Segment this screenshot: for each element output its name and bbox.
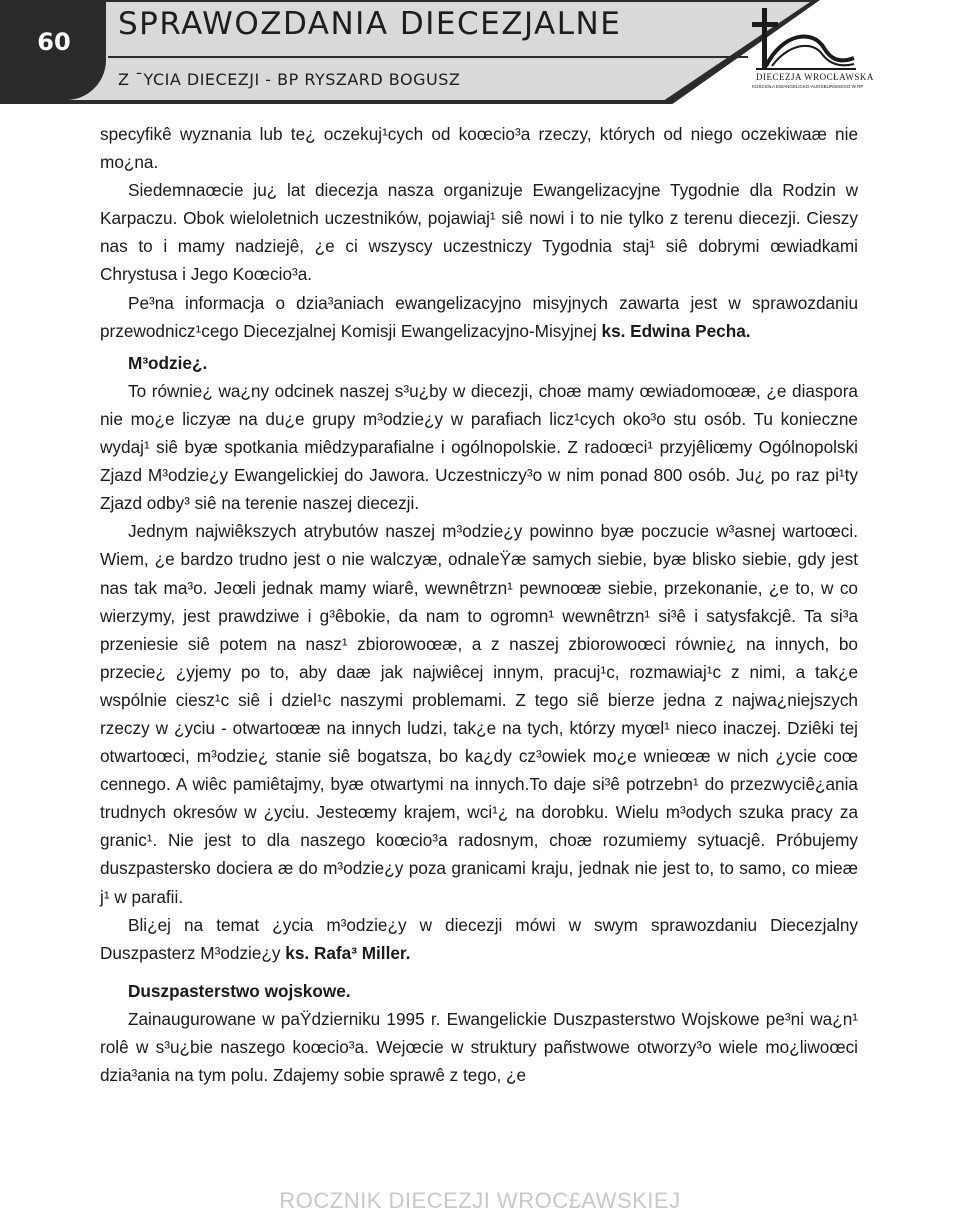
section-heading: Duszpasterstwo wojskowe. [128, 980, 351, 1001]
page-header [0, 0, 960, 104]
paragraph-text: Pe³na informacja o dzia³aniach ewangelizacyjno misyjnych zawarta jest w sprawozdaniu przewodnicz¹cego Diecezjalnej Komisji Ewangelizacyjno-Misyjnej [100, 292, 858, 341]
header-rule [108, 56, 748, 58]
article-body [100, 120, 858, 1089]
paragraph: To równie¿ wa¿ny odcinek naszej s³u¿by w diecezji, choæ mamy œwiadomoœæ, ¿e diaspora nie mo¿e liczyæ na du¿e grupy m³odzie¿y w parafiach licz¹cych oko³o stu osób. Tu konieczne wydaj¹ siê byæ spotkania miêdzyparafialne i ogólnopolskie. Z radoœci¹ przyjêliœmy Ogólnopolski Zjazd M³odzie¿y Ewangelickiej do Jawora. Uczestniczy³o w nim ponad 800 osób. Ju¿ po raz pi¹ty Zjazd odby³ siê na terenie naszej diecezji. [100, 380, 858, 514]
logo-text-small: KOŚCIOŁA EWANGELICKO-AUGSBURSKIEGO W RP [752, 84, 864, 89]
page-footer: ROCZNIK DIECEZJI WROC£AWSKIEJ [279, 1188, 681, 1213]
paragraph: Zainaugurowane w paŸdzierniku 1995 r. Ewangelickie Duszpasterstwo Wojskowe pe³ni wa¿n¹ rolê w s³u¿bie naszego koœcio³a. Wejœcie w struktury pañstwowe otworzy³o wiele mo¿liwoœci dzia³ania na tym polu. Zdajemy sobie sprawê z tego, ¿e [100, 1008, 858, 1086]
person-name: ks. Edwina Pecha. [601, 320, 751, 341]
spacer [100, 967, 858, 977]
page-number-badge [2, 2, 106, 100]
cross-wave-logo-icon [742, 4, 862, 74]
page-number: 60 [37, 28, 71, 56]
paragraph: Siedemnaœcie ju¿ lat diecezja nasza organizuje Ewangelizacyjne Tygodnie dla Rodzin w Karpaczu. Obok wieloletnich uczestników, pojawiaj¹ siê nowi i to nie tylko z terenu diecezji. Cieszy nas to i mamy nadziejê, ¿e ci wszyscy uczestniczy Tygodnia staj¹ siê dobrymi œwiadkami Chrystusa i Jego Koœcio³a. [100, 180, 858, 285]
paragraph: specyfikê wyznania lub te¿ oczekuj¹cych od koœcio³a rzeczy, których od niego oczekiwaæ nie mo¿na. [100, 124, 858, 173]
paragraph [100, 289, 858, 345]
person-name: ks. Rafa³ Miller. [285, 942, 411, 963]
section-subtitle: Z ¯YCIA DIECEZJI - BP RYSZARD BOGUSZ [118, 70, 461, 89]
paragraph: Jednym najwiêkszych atrybutów naszej m³odzie¿y powinno byæ poczucie w³asnej wartoœci. Wiem, ¿e bardzo trudno jest o nie walczyæ, odnaleŸæ samych siebie, byæ blisko siebie, gdy jest nas tak ma³o. Jeœli jednak mamy wiarê, wewnêtrzn¹ pewnoœæ siebie, przekonanie, ¿e to, w co wierzymy, jest prawdziwe i g³êbokie, da nam to ogromn¹ wewnêtrzn¹ si³ê i satysfakcjê. Ta si³a przeniesie siê potem na nasz¹ zbiorowoœæ, a z naszej zbiorowoœci równie¿ na innych, bo przecie¿ ¿yjemy po to, aby daæ jak najwiêcej innym, pracuj¹c, rozmawiaj¹c z nimi, a tak¿e wspólnie ciesz¹c siê i dziel¹c naszymi problemami. Z tego siê bierze jedna z najwa¿niejszych rzeczy w ¿yciu - otwartoœæ na innych ludzi, tak¿e na tych, którzy myœl¹ nieco inaczej. Dziêki tej otwartoœci, m³odzie¿ stanie siê bogatsza, bo ka¿dy cz³owiek mo¿e wnieœæ w nich ¿ycie coœ cennego. A wiêc pamiêtajmy, byæ otwartymi na innych.To daje si³ê potrzebn¹ do przezwyciê¿ania trudnych okresów w ¿yciu. Jesteœmy krajem, wci¹¿ na dorobku. Wielu m³odych szuka pracy za granic¹. Nie jest to dla naszego koœcio³a radosnym, choæ rozumiemy sytuacjê. Próbujemy duszpastersko dociera æ do m³odzie¿y poza granicami kraju, jednak nie jest to, to samo, co mieæ j¹ w parafii. [100, 521, 858, 907]
section-heading: M³odzie¿. [128, 352, 208, 373]
paragraph-text: Bli¿ej na temat ¿ycia m³odzie¿y w diecezji mówi w swym sprawozdaniu Diecezjalny Duszpasterz M³odzie¿y [100, 914, 858, 963]
diocese-logo [742, 4, 874, 104]
section-title: SPRAWOZDANIA DIECEZJALNE [118, 6, 622, 42]
paragraph [100, 911, 858, 967]
logo-text-main: DIECEZJA WROCŁAWSKA [756, 72, 874, 82]
